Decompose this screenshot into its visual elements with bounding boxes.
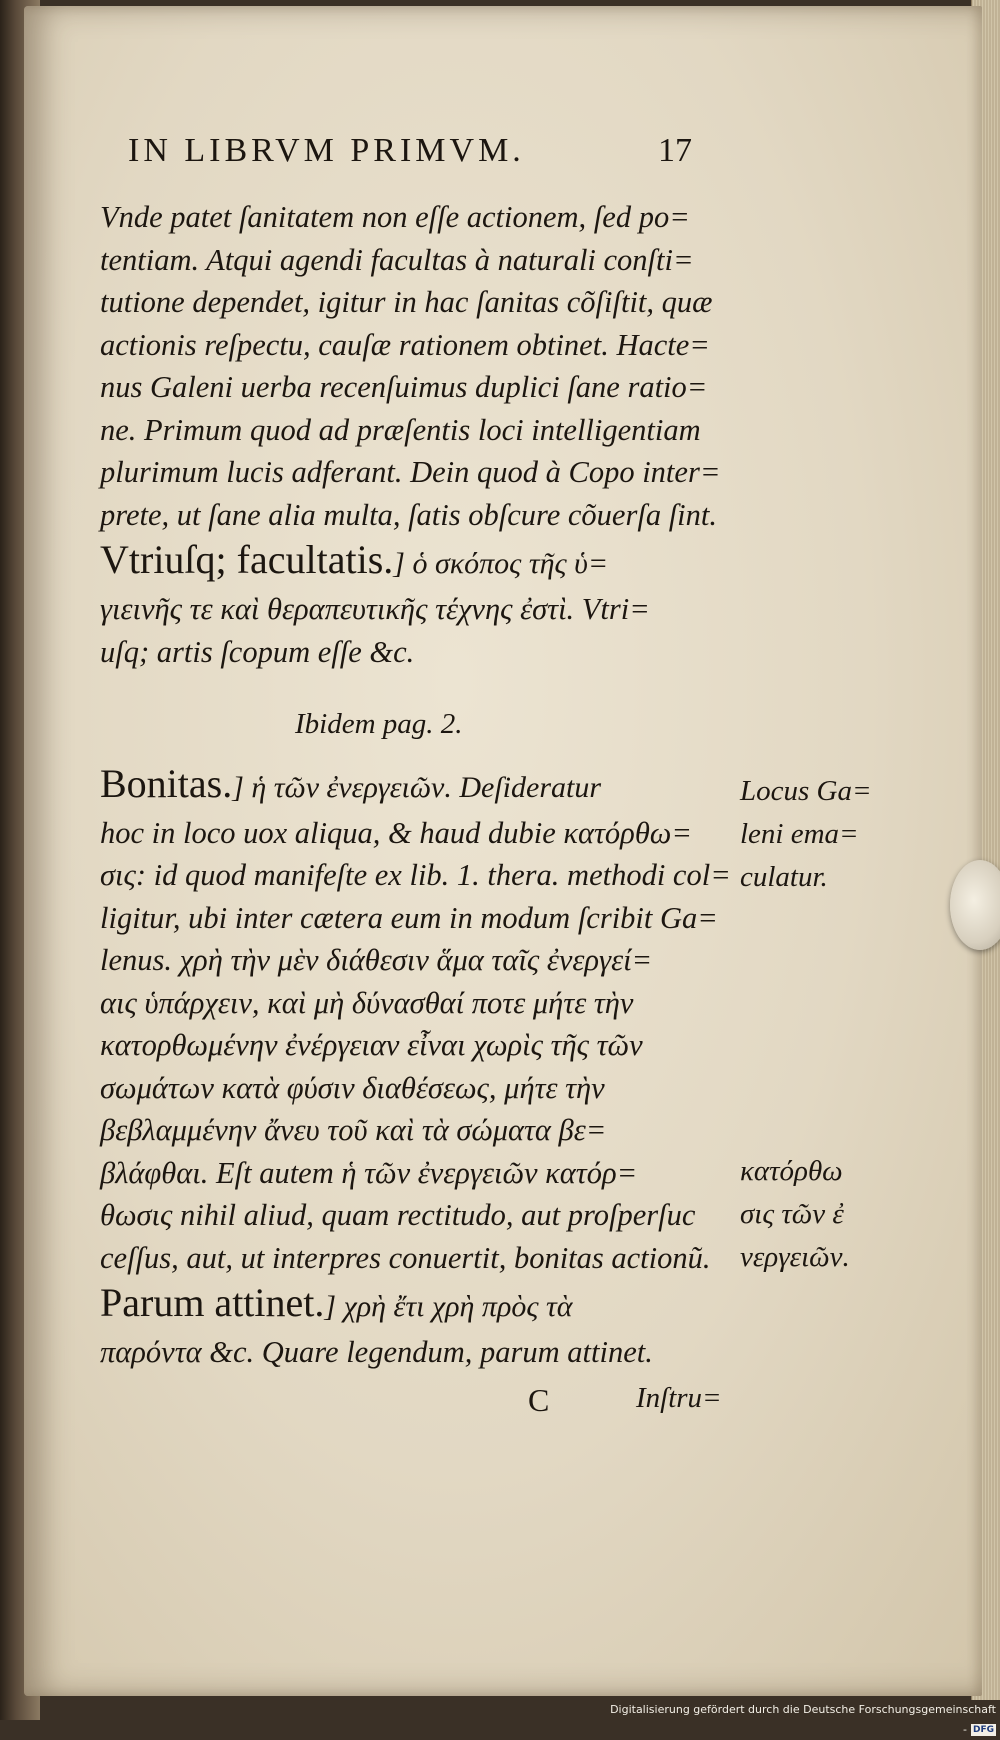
lemma-heading: Vtriuſq; facultatis. [100, 537, 394, 582]
text-line: ] χρὴ ἔτι χρὴ πρὸς τὰ [324, 1290, 573, 1323]
text-line: θωσις nihil aliud, quam rectitudo, aut proſperſuc [100, 1198, 696, 1232]
text-line: παρόντα &c. Quare legendum, parum attinet. [100, 1335, 653, 1369]
credit-text: Digitalisierung gefördert durch die Deutsche Forschungsgemeinschaft - [610, 1703, 996, 1736]
lemma-heading: Parum attinet. [100, 1280, 325, 1325]
signature-mark: C [528, 1382, 550, 1418]
text-line: ] ἡ τῶν ἐνεργειῶν. Deſideratur [232, 770, 602, 804]
section-caption: Ibidem pag. 2. [295, 708, 463, 740]
text-line: lenus. χρὴ τὴν μὲν διάθεσιν ἅμα ταῖς ἐνεργεί= [100, 943, 653, 977]
text-line: γιεινῆς τε καὶ θεραπευτικῆς τέχνης ἐστὶ. Vtri= [100, 592, 650, 626]
page-number: 17 [658, 132, 692, 169]
lemma-heading: Bonitas. [100, 760, 233, 806]
margin-note-line: leni ema= [740, 818, 859, 850]
text-line: σις: id quod manifeſte ex lib. 1. thera. methodi col= [100, 858, 731, 892]
lemma-line [100, 1279, 740, 1331]
text-line: hoc in loco uox aliqua, & haud dubie κατόρθω= [100, 815, 692, 850]
text-line: κατορθωμένην ἐνέργειαν εἶναι χωρὶς τῆς τῶν [100, 1028, 643, 1062]
margin-note [740, 1150, 910, 1279]
text-line: prete, ut ſane alia multa, ſatis obſcure cõuerſa ſint. [100, 497, 717, 532]
text-line: plurimum lucis adferant. Dein quod à Copo inter= [100, 455, 721, 489]
catchword: Inſtru= [636, 1382, 722, 1414]
lemma-line [100, 536, 740, 588]
margin-note-line: σις τῶν ἐ [740, 1198, 844, 1230]
margin-note-line: κατόρθω [740, 1155, 843, 1187]
text-line: ceſſus, aut, ut interpres conuertit, bonitas actionũ. [100, 1240, 711, 1275]
text-line: σωμάτων κατὰ φύσιν διαθέσεως, μήτε τὴν [100, 1070, 605, 1105]
text-line: βλάφθαι. Eſt autem ἡ τῶν ἐνεργειῶν κατόρ= [100, 1155, 638, 1190]
text-line: actionis reſpectu, cauſæ rationem obtinet. Hacte= [100, 327, 710, 362]
main-text [100, 196, 740, 1374]
text-line: tutione dependet, igitur in hac ſanitas cõſiſtit, quæ [100, 285, 713, 319]
text-line: ne. Primum quod ad præſentis loci intelligentiam [100, 412, 701, 447]
text-line: βεβλαμμένην ἄνευ τοῦ καὶ τὰ σώματα βε= [100, 1113, 607, 1147]
text-line: nus Galeni uerba recenſuimus duplici ſane ratio= [100, 370, 708, 404]
dfg-logo: DFG [972, 1725, 994, 1735]
margin-note-line: culatur. [740, 861, 828, 893]
text-line: ] ὁ σκόπος τῆς ὑ= [393, 547, 609, 580]
text-line: uſq; artis ſcopum eſſe &c. [100, 634, 415, 669]
running-title: IN LIBRVM PRIMVM. [128, 132, 525, 169]
margin-note-line: νεργειῶν. [740, 1241, 850, 1273]
text-line: αις ὑπάρχειν, καὶ μὴ δύνασθαί ποτε μήτε τὴν [100, 985, 634, 1020]
lemma-line [100, 760, 740, 812]
margin-note [740, 770, 910, 899]
running-header [128, 132, 728, 170]
text-line: Vnde patet ſanitatem non eſſe actionem, ſed po= [100, 200, 690, 234]
digitization-credit [605, 1700, 1000, 1736]
margin-note-line: Locus Ga= [740, 775, 872, 807]
text-line: tentiam. Atqui agendi facultas à naturali conſti= [100, 242, 694, 277]
text-line: ligitur, ubi inter cætera eum in modum ſcribit Ga= [100, 900, 718, 935]
